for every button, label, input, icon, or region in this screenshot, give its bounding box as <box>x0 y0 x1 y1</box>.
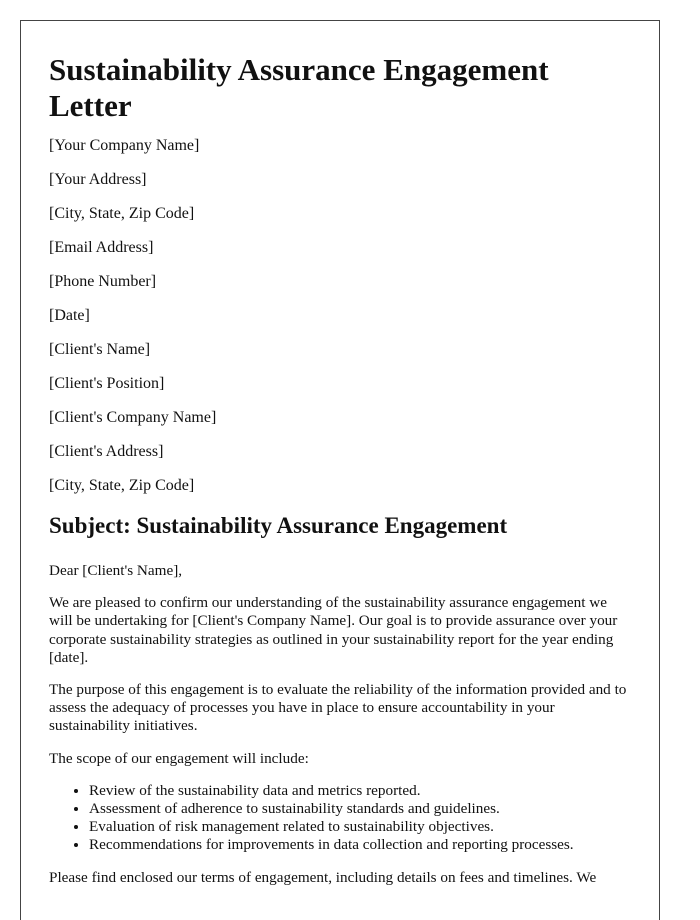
salutation: Dear [Client's Name], <box>49 562 183 579</box>
recipient-city-state-zip: [City, State, Zip Code] <box>49 477 195 494</box>
sender-phone: [Phone Number] <box>49 273 157 290</box>
letter-subject: Subject: Sustainability Assurance Engagement <box>49 513 508 538</box>
closing-paragraph: Please find enclosed our terms of engagement, including details on fees and timelines. We <box>49 868 597 886</box>
sender-block <box>49 136 631 340</box>
sender-city-state-zip: [City, State, Zip Code] <box>49 205 195 222</box>
scope-list-item: • Recommendations for improvements in data collection and reporting processes. <box>89 836 631 854</box>
sender-company-name: [Your Company Name] <box>49 137 200 154</box>
sender-email: [Email Address] <box>49 239 154 256</box>
scope-list-item: • Evaluation of risk management related to sustainability objectives. <box>89 818 631 836</box>
recipient-position: [Client's Position] <box>49 375 165 392</box>
recipient-address: [Client's Address] <box>49 443 164 460</box>
body-paragraph: The scope of our engagement will include: <box>49 749 309 767</box>
letter-page <box>20 20 660 920</box>
scope-list-item: • Review of the sustainability data and metrics reported. <box>89 782 631 800</box>
body-paragraph: The purpose of this engagement is to evaluate the reliability of the information provided and to assess the adequacy of processes you have in place to ensure accountability in your sustainability initiatives. <box>49 681 627 735</box>
scope-list-item: • Assessment of adherence to sustainability standards and guidelines. <box>89 800 631 818</box>
recipient-company-name: [Client's Company Name] <box>49 409 217 426</box>
body-paragraph: We are pleased to confirm our understanding of the sustainability assurance engagement we will be undertaking for [Client's Company Name]. Our goal is to provide assurance over your corporate sustainability strategies as outlined in your sustainability report for the year ending [date]. <box>49 594 618 666</box>
scope-list <box>49 782 631 855</box>
letter-title: Sustainability Assurance Engagement Letter <box>49 52 549 123</box>
letter-date: [Date] <box>49 307 90 324</box>
sender-address: [Your Address] <box>49 171 147 188</box>
recipient-block <box>49 340 631 510</box>
recipient-name: [Client's Name] <box>49 341 151 358</box>
